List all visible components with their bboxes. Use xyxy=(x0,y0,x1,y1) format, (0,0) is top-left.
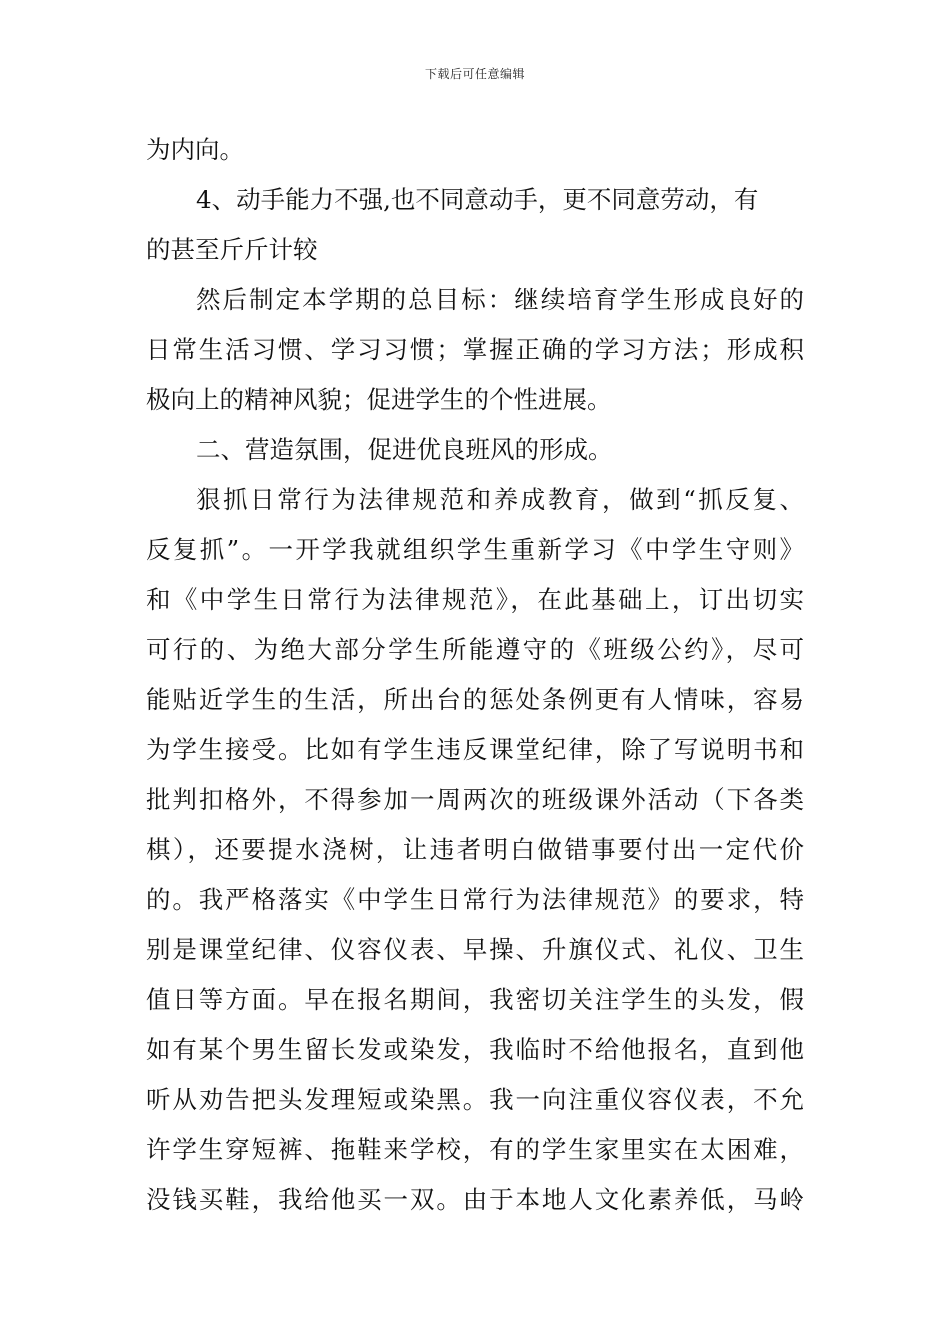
text-line: 和《中学生日常行为法律规范》，在此基础上，订出切实 xyxy=(146,585,804,614)
text-line: 批判扣格外，不得参加一周两次的班级课外活动（下各类 xyxy=(146,785,804,814)
text-line: 的甚至斤斤计较 xyxy=(146,235,318,264)
page-header: 下载后可任意编辑 xyxy=(424,67,525,81)
text-line: 二、营造氛围，促进优良班风的形成。 xyxy=(196,435,613,464)
text-line: 4、动手能力不强,也不同意动手，更不同意劳动，有 xyxy=(196,185,759,214)
text-line: 然后制定本学期的总目标：继续培育学生形成良好的 xyxy=(196,285,804,314)
text-line: 别是课堂纪律、仪容仪表、早操、升旗仪式、礼仪、卫生 xyxy=(146,935,804,964)
text-line: 许学生穿短裤、拖鞋来学校，有的学生家里实在太困难， xyxy=(146,1135,804,1164)
text-line: 听从劝告把头发理短或染黑。我一向注重仪容仪表，不允 xyxy=(146,1085,804,1114)
text-line: 能贴近学生的生活，所出台的惩处条例更有人情味，容易 xyxy=(146,685,804,714)
text-line: 反复抓”。一开学我就组织学生重新学习《中学生守则》 xyxy=(146,535,804,564)
text-line: 可行的、为绝大部分学生所能遵守的《班级公约》，尽可 xyxy=(146,635,804,664)
text-line: 为内向。 xyxy=(146,135,244,164)
text-line: 极向上的精神风貌；促进学生的个性进展。 xyxy=(146,385,612,414)
text-line: 的。我严格落实《中学生日常行为法律规范》的要求，特 xyxy=(146,885,804,914)
text-line: 日常生活习惯、学习习惯；掌握正确的学习方法；形成积 xyxy=(146,335,804,364)
text-line: 没钱买鞋，我给他买一双。由于本地人文化素养低，马岭 xyxy=(146,1185,804,1214)
text-line: 棋），还要提水浇树，让违者明白做错事要付出一定代价 xyxy=(146,835,804,864)
text-line: 为学生接受。比如有学生违反课堂纪律，除了写说明书和 xyxy=(146,735,804,764)
text-line: 如有某个男生留长发或染发，我临时不给他报名，直到他 xyxy=(146,1035,804,1064)
text-line: 狠抓日常行为法律规范和养成教育，做到“抓反复、 xyxy=(196,485,804,514)
text-line: 值日等方面。早在报名期间，我密切关注学生的头发，假 xyxy=(146,985,804,1014)
